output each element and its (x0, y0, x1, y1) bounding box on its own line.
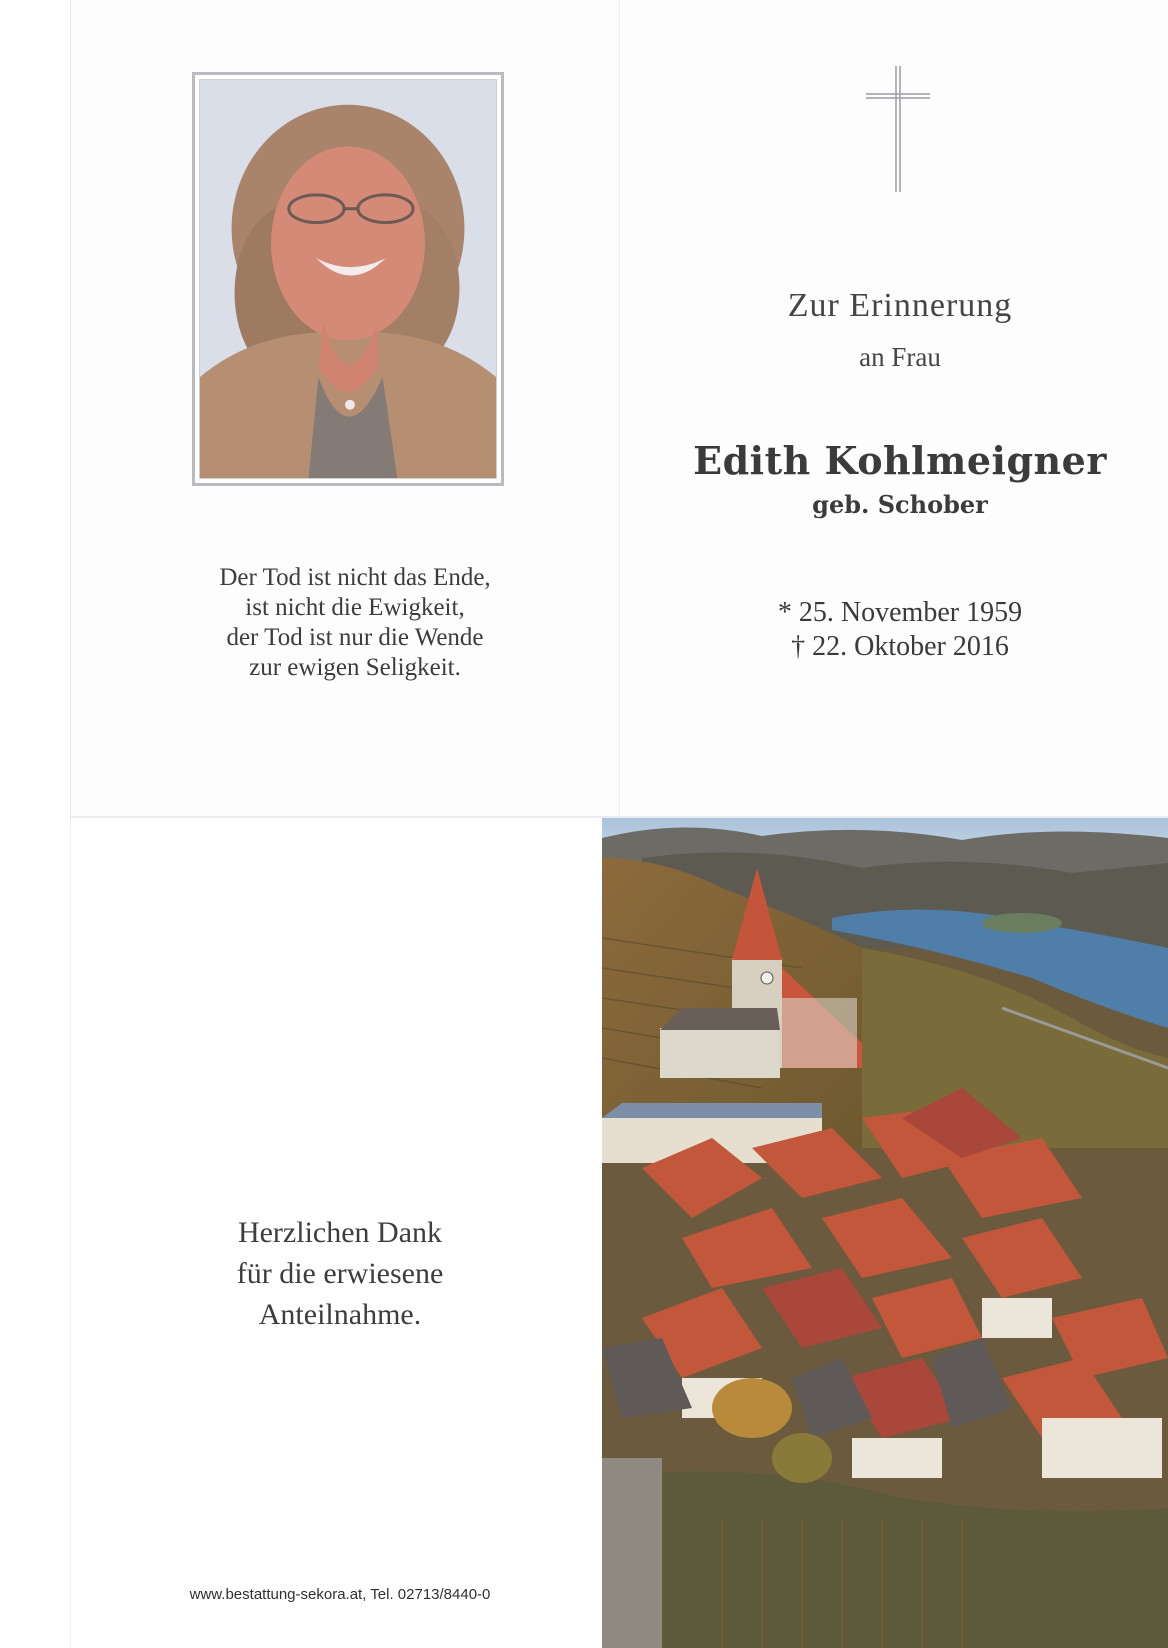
poem (120, 563, 590, 683)
death-date: † 22. Oktober 2016 (791, 631, 1009, 662)
village-landscape-photo (602, 818, 1168, 1648)
portrait-frame (192, 72, 504, 486)
deceased-name: Edith Kohlmeigner (693, 438, 1107, 483)
memorial-subtitle: an Frau (859, 342, 941, 372)
birth-date: * 25. November 1959 (777, 597, 1023, 628)
cross-icon (866, 66, 930, 192)
thanks-line: Anteilnahme. (258, 1298, 422, 1331)
thanks-line: für die erwiesene (236, 1257, 444, 1290)
portrait-photo (199, 79, 497, 479)
funeral-home-footer: www.bestattung-sekora.at, Tel. 02713/8440-0 (189, 1586, 491, 1603)
poem-line: Der Tod ist nicht das Ende, (219, 564, 491, 591)
card-fold (619, 0, 620, 818)
thanks-text (150, 1212, 530, 1335)
poem-line: der Tod ist nur die Wende (226, 624, 484, 651)
poem-line: zur ewigen Seligkeit. (249, 654, 461, 681)
thanks-line: Herzlichen Dank (237, 1216, 443, 1249)
memorial-title: Zur Erinnerung (787, 287, 1013, 324)
poem-line: ist nicht die Ewigkeit, (245, 594, 465, 621)
life-dates (640, 596, 1160, 664)
maiden-name: geb. Schober (812, 490, 988, 519)
